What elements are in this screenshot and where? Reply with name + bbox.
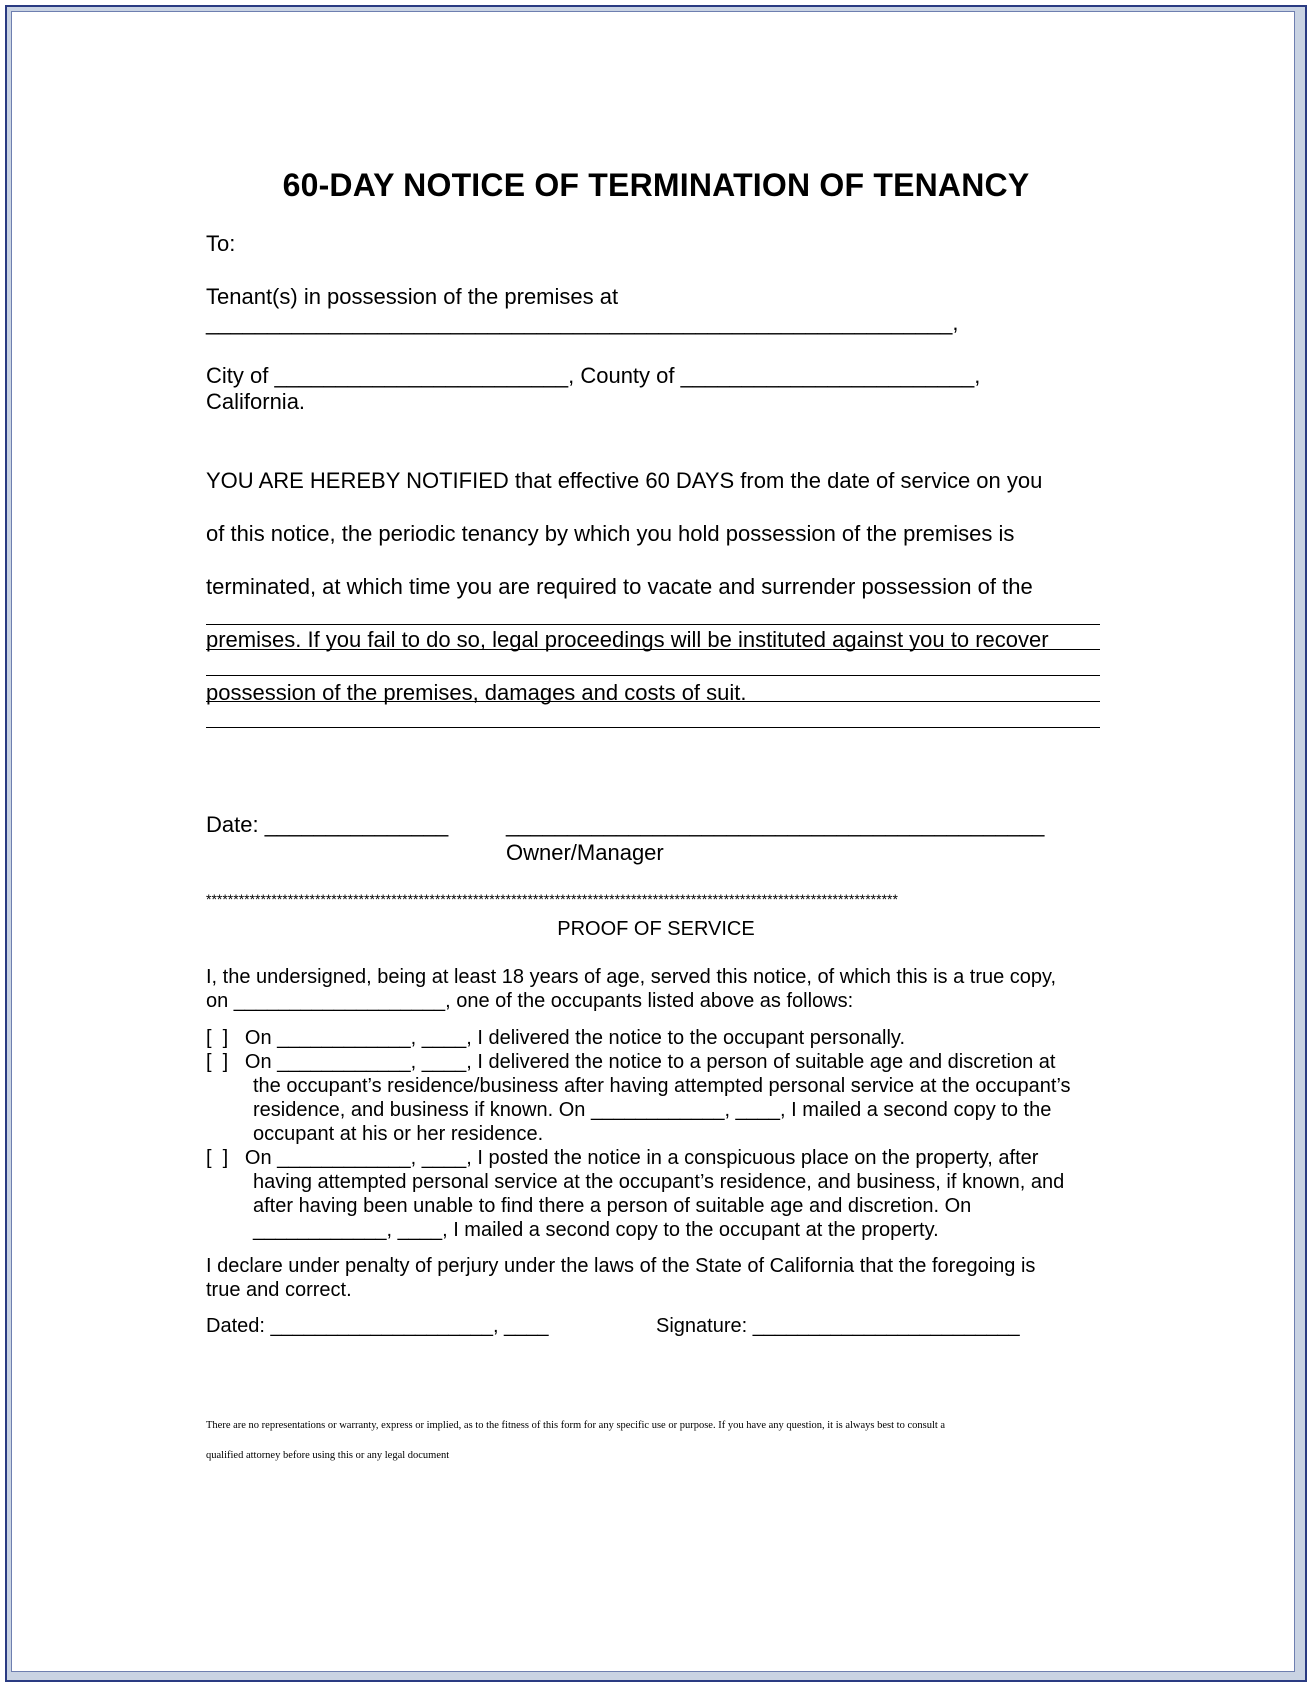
notice-line: of this notice, the periodic tenancy by which you hold possession of the premises is: [206, 520, 1015, 546]
blank-line[interactable]: [206, 675, 1100, 676]
proof-heading: PROOF OF SERVICE: [557, 918, 755, 940]
declaration-line: I declare under penalty of perjury under the laws of the State of California that the foregoing is: [206, 1255, 1036, 1277]
service-option-text: after having been unable to find there a person of suitable age and discretion. On: [253, 1195, 972, 1217]
document-title: 60-DAY NOTICE OF TERMINATION OF TENANCY: [282, 167, 1030, 203]
disclaimer-line: There are no representations or warranty, express or implied, as to the fitness of this form for any specific use or purpose. If you have any question, it is always best to consult a: [206, 1420, 946, 1431]
declaration-line: true and correct.: [206, 1279, 352, 1301]
date-field[interactable]: Date: _______________: [206, 812, 449, 837]
notice-line: possession of the premises, damages and costs of suit.: [206, 679, 747, 705]
service-option-personal[interactable]: [ ] On ____________, ____, I delivered the notice to the occupant personally.: [206, 1027, 906, 1049]
disclaimer: [206, 1403, 1106, 1478]
proof-intro-line[interactable]: on ___________________, one of the occupants listed above as follows:: [206, 990, 854, 1012]
service-option-text[interactable]: residence, and business if known. On ____________, ____, I mailed a second copy to the: [253, 1099, 1052, 1121]
tenants-line: Tenant(s) in possession of the premises at: [206, 284, 619, 309]
service-option-text: the occupant’s residence/business after having attempted personal service at the occupant’s: [253, 1075, 1071, 1097]
disclaimer-line: qualified attorney before using this or any legal document: [206, 1450, 450, 1461]
service-option-text[interactable]: ____________, ____, I mailed a second copy to the occupant at the property.: [253, 1219, 939, 1241]
separator-line: *******************************************************************************************************************************: [206, 891, 898, 907]
city-county-line[interactable]: City of ________________________, County of ________________________,: [206, 363, 981, 388]
owner-signature-line[interactable]: ____________________________________________: [506, 812, 1045, 837]
signature-field[interactable]: Signature: ________________________: [656, 1315, 1020, 1337]
blank-line[interactable]: [206, 624, 1100, 625]
blank-line[interactable]: [206, 701, 1100, 702]
service-option-text: having attempted personal service at the occupant’s residence, and business, if known, and: [253, 1171, 1065, 1193]
dated-field[interactable]: Dated: ____________________, ____: [206, 1315, 549, 1337]
notice-line: premises. If you fail to do so, legal proceedings will be instituted against you to recover: [206, 626, 1049, 652]
service-option-text: occupant at his or her residence.: [253, 1123, 544, 1145]
owner-manager-label: Owner/Manager: [506, 840, 664, 865]
notice-paragraph: [206, 441, 1106, 733]
notice-line: YOU ARE HEREBY NOTIFIED that effective 60 DAYS from the date of service on you: [206, 467, 1043, 493]
notice-line: terminated, at which time you are required to vacate and surrender possession of the: [206, 573, 1033, 599]
service-option-posting[interactable]: [ ] On ____________, ____, I posted the notice in a conspicuous place on the property, after: [206, 1147, 1039, 1169]
blank-line[interactable]: [206, 649, 1100, 650]
address-blank[interactable]: _____________________________________________________________,: [206, 310, 959, 335]
state-line: California.: [206, 389, 306, 414]
service-option-substitute[interactable]: [ ] On ____________, ____, I delivered the notice to a person of suitable age and discretion at: [206, 1051, 1056, 1073]
blank-line[interactable]: [206, 727, 1100, 728]
to-label: To:: [206, 231, 236, 256]
proof-intro-line: I, the undersigned, being at least 18 years of age, served this notice, of which this is a true copy,: [206, 966, 1057, 988]
